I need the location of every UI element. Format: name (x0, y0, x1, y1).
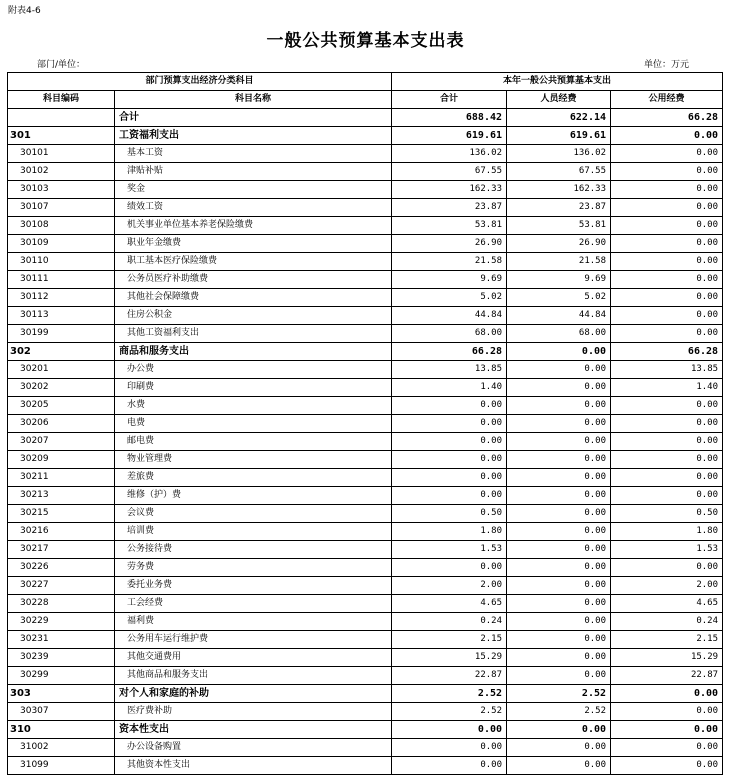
cell-public: 66.28 (611, 343, 723, 361)
cell-name: 基本工资 (115, 145, 392, 163)
cell-code: 30112 (8, 289, 115, 307)
cell-total: 0.00 (392, 721, 507, 739)
cell-name: 培训费 (115, 523, 392, 541)
table-row (8, 613, 723, 631)
cell-total: 0.00 (392, 433, 507, 451)
table-row (8, 379, 723, 397)
cell-code: 30108 (8, 217, 115, 235)
cell-total: 136.02 (392, 145, 507, 163)
cell-name: 资本性支出 (115, 721, 392, 739)
cell-personnel: 0.00 (507, 451, 611, 469)
cell-public: 0.00 (611, 271, 723, 289)
cell-personnel: 0.00 (507, 433, 611, 451)
cell-name: 工会经费 (115, 595, 392, 613)
cell-total: 1.80 (392, 523, 507, 541)
table-row (8, 577, 723, 595)
cell-total: 68.00 (392, 325, 507, 343)
cell-total: 66.28 (392, 343, 507, 361)
table-row (8, 523, 723, 541)
cell-name: 公务员医疗补助缴费 (115, 271, 392, 289)
table-row (8, 307, 723, 325)
cell-code: 30217 (8, 541, 115, 559)
cell-personnel: 0.00 (507, 613, 611, 631)
cell-total: 0.00 (392, 487, 507, 505)
cell-name: 工资福利支出 (115, 127, 392, 145)
cell-personnel: 0.00 (507, 649, 611, 667)
cell-public: 0.00 (611, 235, 723, 253)
cell-total: 0.00 (392, 739, 507, 757)
cell-public: 0.00 (611, 415, 723, 433)
cell-total: 44.84 (392, 307, 507, 325)
cell-code: 30307 (8, 703, 115, 721)
cell-name: 职工基本医疗保险缴费 (115, 253, 392, 271)
cell-name: 住房公积金 (115, 307, 392, 325)
cell-code: 31099 (8, 757, 115, 775)
cell-code: 31002 (8, 739, 115, 757)
cell-name: 劳务费 (115, 559, 392, 577)
cell-personnel: 9.69 (507, 271, 611, 289)
cell-public: 0.00 (611, 451, 723, 469)
cell-public: 0.00 (611, 217, 723, 235)
cell-personnel: 0.00 (507, 469, 611, 487)
cell-public: 0.00 (611, 199, 723, 217)
table-row (8, 541, 723, 559)
table-row (8, 703, 723, 721)
cell-public: 0.00 (611, 325, 723, 343)
cell-total: 688.42 (392, 109, 507, 127)
cell-public: 0.00 (611, 397, 723, 415)
cell-personnel: 2.52 (507, 685, 611, 703)
table-row (8, 739, 723, 757)
table-row (8, 145, 723, 163)
cell-personnel: 26.90 (507, 235, 611, 253)
cell-name: 商品和服务支出 (115, 343, 392, 361)
cell-personnel: 622.14 (507, 109, 611, 127)
cell-name: 维修（护）费 (115, 487, 392, 505)
cell-total: 2.52 (392, 685, 507, 703)
cell-code: 30110 (8, 253, 115, 271)
table-row (8, 127, 723, 145)
header-personnel: 人员经费 (507, 91, 611, 109)
cell-personnel: 21.58 (507, 253, 611, 271)
cell-code: 30202 (8, 379, 115, 397)
cell-personnel: 0.00 (507, 631, 611, 649)
cell-total: 0.24 (392, 613, 507, 631)
cell-personnel: 0.00 (507, 487, 611, 505)
cell-total: 0.00 (392, 559, 507, 577)
table-row (8, 757, 723, 775)
cell-public: 0.00 (611, 289, 723, 307)
cell-total: 0.50 (392, 505, 507, 523)
table-row (8, 667, 723, 685)
cell-code: 30211 (8, 469, 115, 487)
cell-code: 30299 (8, 667, 115, 685)
cell-code: 302 (8, 343, 115, 361)
cell-total: 0.00 (392, 397, 507, 415)
cell-code: 30206 (8, 415, 115, 433)
cell-total: 5.02 (392, 289, 507, 307)
cell-code: 30213 (8, 487, 115, 505)
table-row (8, 289, 723, 307)
cell-name: 办公设备购置 (115, 739, 392, 757)
cell-personnel: 136.02 (507, 145, 611, 163)
cell-code: 30209 (8, 451, 115, 469)
cell-name: 其他商品和服务支出 (115, 667, 392, 685)
cell-total: 4.65 (392, 595, 507, 613)
cell-public: 2.15 (611, 631, 723, 649)
header-total: 合计 (392, 91, 507, 109)
cell-code: 30228 (8, 595, 115, 613)
cell-personnel: 0.00 (507, 523, 611, 541)
table-row (8, 505, 723, 523)
cell-code: 30113 (8, 307, 115, 325)
cell-personnel: 67.55 (507, 163, 611, 181)
cell-name: 医疗费补助 (115, 703, 392, 721)
cell-total: 1.53 (392, 541, 507, 559)
table-row (8, 361, 723, 379)
table-row (8, 163, 723, 181)
cell-code: 310 (8, 721, 115, 739)
table-row (8, 631, 723, 649)
cell-total: 2.15 (392, 631, 507, 649)
cell-name: 物业管理费 (115, 451, 392, 469)
cell-total: 619.61 (392, 127, 507, 145)
cell-code: 30102 (8, 163, 115, 181)
cell-personnel: 0.00 (507, 343, 611, 361)
annex-label: 附表4-6 (8, 6, 41, 16)
cell-total: 23.87 (392, 199, 507, 217)
cell-code: 303 (8, 685, 115, 703)
cell-personnel: 0.00 (507, 667, 611, 685)
cell-personnel: 0.00 (507, 739, 611, 757)
cell-name: 差旅费 (115, 469, 392, 487)
table-row (8, 397, 723, 415)
cell-total: 67.55 (392, 163, 507, 181)
cell-code: 30229 (8, 613, 115, 631)
cell-name: 机关事业单位基本养老保险缴费 (115, 217, 392, 235)
cell-personnel: 5.02 (507, 289, 611, 307)
cell-personnel: 0.00 (507, 595, 611, 613)
cell-public: 0.50 (611, 505, 723, 523)
cell-personnel: 162.33 (507, 181, 611, 199)
table-row (8, 199, 723, 217)
cell-public: 1.53 (611, 541, 723, 559)
table-row (8, 469, 723, 487)
budget-table (7, 72, 723, 775)
header-name: 科目名称 (115, 91, 392, 109)
cell-code (8, 109, 115, 127)
header-public: 公用经费 (611, 91, 723, 109)
table-row (8, 685, 723, 703)
cell-name: 职业年金缴费 (115, 235, 392, 253)
table-row (8, 415, 723, 433)
cell-name: 绩效工资 (115, 199, 392, 217)
cell-code: 301 (8, 127, 115, 145)
cell-name: 公务接待费 (115, 541, 392, 559)
table-row (8, 451, 723, 469)
cell-name: 其他社会保障缴费 (115, 289, 392, 307)
cell-total: 53.81 (392, 217, 507, 235)
cell-code: 30207 (8, 433, 115, 451)
cell-personnel: 0.00 (507, 505, 611, 523)
cell-public: 0.00 (611, 127, 723, 145)
cell-total: 13.85 (392, 361, 507, 379)
cell-public: 0.00 (611, 487, 723, 505)
cell-public: 4.65 (611, 595, 723, 613)
cell-personnel: 0.00 (507, 541, 611, 559)
cell-code: 30107 (8, 199, 115, 217)
table-row (8, 433, 723, 451)
table-row (8, 595, 723, 613)
cell-total: 162.33 (392, 181, 507, 199)
cell-name: 会议费 (115, 505, 392, 523)
cell-personnel: 619.61 (507, 127, 611, 145)
cell-personnel: 0.00 (507, 415, 611, 433)
cell-name: 邮电费 (115, 433, 392, 451)
cell-name: 津贴补贴 (115, 163, 392, 181)
cell-public: 0.00 (611, 757, 723, 775)
cell-personnel: 0.00 (507, 559, 611, 577)
cell-public: 2.00 (611, 577, 723, 595)
cell-total: 0.00 (392, 469, 507, 487)
cell-personnel: 0.00 (507, 397, 611, 415)
cell-public: 0.00 (611, 469, 723, 487)
cell-code: 30205 (8, 397, 115, 415)
cell-personnel: 44.84 (507, 307, 611, 325)
table-row (8, 253, 723, 271)
cell-personnel: 0.00 (507, 361, 611, 379)
cell-total: 22.87 (392, 667, 507, 685)
cell-total: 2.52 (392, 703, 507, 721)
cell-total: 0.00 (392, 415, 507, 433)
table-row (8, 181, 723, 199)
cell-public: 0.00 (611, 433, 723, 451)
cell-code: 30239 (8, 649, 115, 667)
cell-public: 0.00 (611, 307, 723, 325)
cell-public: 0.00 (611, 703, 723, 721)
cell-code: 30231 (8, 631, 115, 649)
cell-personnel: 53.81 (507, 217, 611, 235)
cell-code: 30111 (8, 271, 115, 289)
cell-total: 26.90 (392, 235, 507, 253)
cell-public: 0.00 (611, 739, 723, 757)
cell-public: 1.80 (611, 523, 723, 541)
cell-total: 21.58 (392, 253, 507, 271)
table-row (8, 721, 723, 739)
cell-personnel: 2.52 (507, 703, 611, 721)
table-row (8, 487, 723, 505)
cell-public: 0.00 (611, 253, 723, 271)
cell-total: 1.40 (392, 379, 507, 397)
table-row (8, 649, 723, 667)
table-row (8, 109, 723, 127)
cell-personnel: 0.00 (507, 577, 611, 595)
cell-code: 30103 (8, 181, 115, 199)
cell-name: 福利费 (115, 613, 392, 631)
cell-name: 合计 (115, 109, 392, 127)
cell-public: 0.00 (611, 163, 723, 181)
cell-personnel: 0.00 (507, 757, 611, 775)
cell-name: 其他交通费用 (115, 649, 392, 667)
cell-public: 0.00 (611, 145, 723, 163)
cell-public: 1.40 (611, 379, 723, 397)
cell-total: 15.29 (392, 649, 507, 667)
cell-code: 30101 (8, 145, 115, 163)
cell-name: 对个人和家庭的补助 (115, 685, 392, 703)
cell-public: 13.85 (611, 361, 723, 379)
dept-label: 部门/单位： (37, 60, 86, 70)
cell-total: 0.00 (392, 451, 507, 469)
cell-name: 其他工资福利支出 (115, 325, 392, 343)
cell-public: 0.00 (611, 559, 723, 577)
table-row (8, 235, 723, 253)
cell-public: 66.28 (611, 109, 723, 127)
cell-total: 2.00 (392, 577, 507, 595)
table-row (8, 325, 723, 343)
page-title: 一般公共预算基本支出表 (266, 31, 465, 51)
cell-name: 印刷费 (115, 379, 392, 397)
table-row (8, 559, 723, 577)
cell-code: 30216 (8, 523, 115, 541)
cell-public: 0.00 (611, 181, 723, 199)
cell-total: 0.00 (392, 757, 507, 775)
cell-total: 9.69 (392, 271, 507, 289)
table-row (8, 343, 723, 361)
header-group-left: 部门预算支出经济分类科目 (8, 73, 392, 91)
cell-name: 水费 (115, 397, 392, 415)
cell-name: 公务用车运行维护费 (115, 631, 392, 649)
cell-code: 30199 (8, 325, 115, 343)
cell-personnel: 68.00 (507, 325, 611, 343)
header-group-right: 本年一般公共预算基本支出 (392, 73, 723, 91)
cell-code: 30227 (8, 577, 115, 595)
cell-public: 22.87 (611, 667, 723, 685)
cell-code: 30226 (8, 559, 115, 577)
header-code: 科目编码 (8, 91, 115, 109)
cell-code: 30201 (8, 361, 115, 379)
cell-name: 奖金 (115, 181, 392, 199)
cell-name: 电费 (115, 415, 392, 433)
cell-personnel: 0.00 (507, 721, 611, 739)
unit-label: 单位：万元 (643, 60, 689, 70)
cell-public: 0.00 (611, 685, 723, 703)
cell-public: 0.24 (611, 613, 723, 631)
cell-public: 15.29 (611, 649, 723, 667)
table-row (8, 271, 723, 289)
cell-code: 30109 (8, 235, 115, 253)
cell-name: 办公费 (115, 361, 392, 379)
cell-public: 0.00 (611, 721, 723, 739)
table-row (8, 217, 723, 235)
cell-name: 委托业务费 (115, 577, 392, 595)
cell-name: 其他资本性支出 (115, 757, 392, 775)
cell-personnel: 23.87 (507, 199, 611, 217)
cell-code: 30215 (8, 505, 115, 523)
cell-personnel: 0.00 (507, 379, 611, 397)
